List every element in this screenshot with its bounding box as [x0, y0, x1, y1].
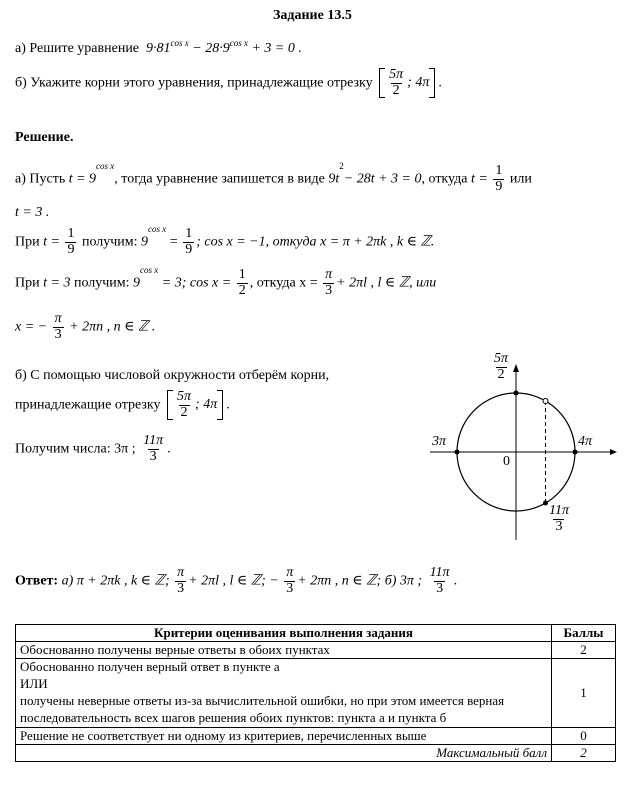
- solution-heading: Решение.: [15, 130, 74, 145]
- number-circle: [420, 350, 620, 550]
- criteria-text: Решение не соответствует ни одному из критериев, перечисленных выше: [16, 727, 552, 744]
- point-excluded: [543, 399, 548, 404]
- criteria-header: Критерии оценивания выполнения задания: [16, 625, 552, 642]
- label-3pi: 3π: [432, 434, 447, 449]
- solution-b-line2: принадлежащие отрезку $\frac{5\pi}{2}$ ; 4π .: [15, 389, 230, 420]
- part-b-statement: б) Укажите корни этого уравнения, принадлежащие отрезку $\frac{5\pi}{2}$ ; 4π .: [15, 67, 442, 98]
- solution-b-result: Получим числа: 3π ; $\frac{11\pi}{3}$ .: [15, 433, 171, 464]
- max-score-label: Максимальный балл: [16, 744, 552, 761]
- solution-a-line1: а) Пусть $t = 9^{cos x}$, тогда уравнение запишется в виде $9t^2- 28t + 3 = 0$, откуда t = $\frac{1}{9}$ или: [15, 161, 532, 194]
- y-axis-arrow: [513, 364, 519, 372]
- solution-a-t3: t = 3 .: [15, 205, 50, 220]
- solution-b-line1: б) С помощью числовой окружности отберём корни,: [15, 368, 330, 383]
- criteria-text: Обоснованно получен верный ответ в пункте а ИЛИ получены неверные ответы из-за вычислительной ошибки, но при этом имеется верная последовательность всех шагов решения обоих пунктов: пункта а и пункта б: [16, 659, 552, 728]
- criteria-text: Обоснованно получены верные ответы в обоих пунктах: [16, 642, 552, 659]
- point-4pi: [573, 450, 578, 455]
- criteria-row: [16, 659, 616, 728]
- criteria-row: [16, 642, 616, 659]
- point-3pi: [455, 450, 460, 455]
- part-a-statement: а) Решите уравнение $9\cdot 81^{cos x} - 28\cdot 9^{cos x} + 3 = 0$ .: [15, 38, 302, 56]
- label-11pi-3: $\frac{11\pi}{3}$: [549, 503, 569, 534]
- points-header: Баллы: [552, 625, 616, 642]
- label-origin: 0: [503, 454, 510, 469]
- criteria-points: 0: [552, 727, 616, 744]
- label-4pi: 4π: [578, 434, 593, 449]
- case-t-one-ninth: При t = $\frac{1}{9}$ получим: $9^{cos x}$ = $\frac{1}{9}$ ; cos x = −1, откуда x = π + 2πk , k ∈ ℤ.: [15, 224, 435, 257]
- criteria-points: 2: [552, 642, 616, 659]
- criteria-table: [15, 624, 616, 762]
- answer-line: Ответ: а) π + 2πk , k ∈ ℤ; $\frac{\pi}{3}$ + 2πl , l ∈ ℤ; − $\frac{\pi}{3}$ + 2πn , n ∈ ℤ; б) 3π ; $\frac{11\pi}{3}$ .: [15, 565, 458, 596]
- case-t-three-second-root: x = − $\frac{\pi}{3}$ + 2πn , n ∈ ℤ .: [15, 311, 156, 342]
- criteria-header-row: [16, 625, 616, 642]
- criteria-points: 1: [552, 659, 616, 728]
- label-5pi-2: $\frac{5\pi}{2}$: [494, 351, 509, 382]
- x-axis-arrow: [610, 449, 617, 455]
- max-score-value: 2: [552, 744, 616, 761]
- case-t-three: При t = 3 получим: $9^{cos x} = 3$; cos x = $\frac{1}{2}$ , откуда x = $\frac{\pi}{3}$ + 2πl , l ∈ ℤ, или: [15, 265, 437, 298]
- task-title: Задание 13.5: [273, 8, 352, 23]
- max-score-row: [16, 744, 616, 761]
- segment-bracket: $\frac{5\pi}{2}$ ; 4π: [379, 68, 435, 98]
- criteria-row: [16, 727, 616, 744]
- point-5pi-2: [514, 391, 519, 396]
